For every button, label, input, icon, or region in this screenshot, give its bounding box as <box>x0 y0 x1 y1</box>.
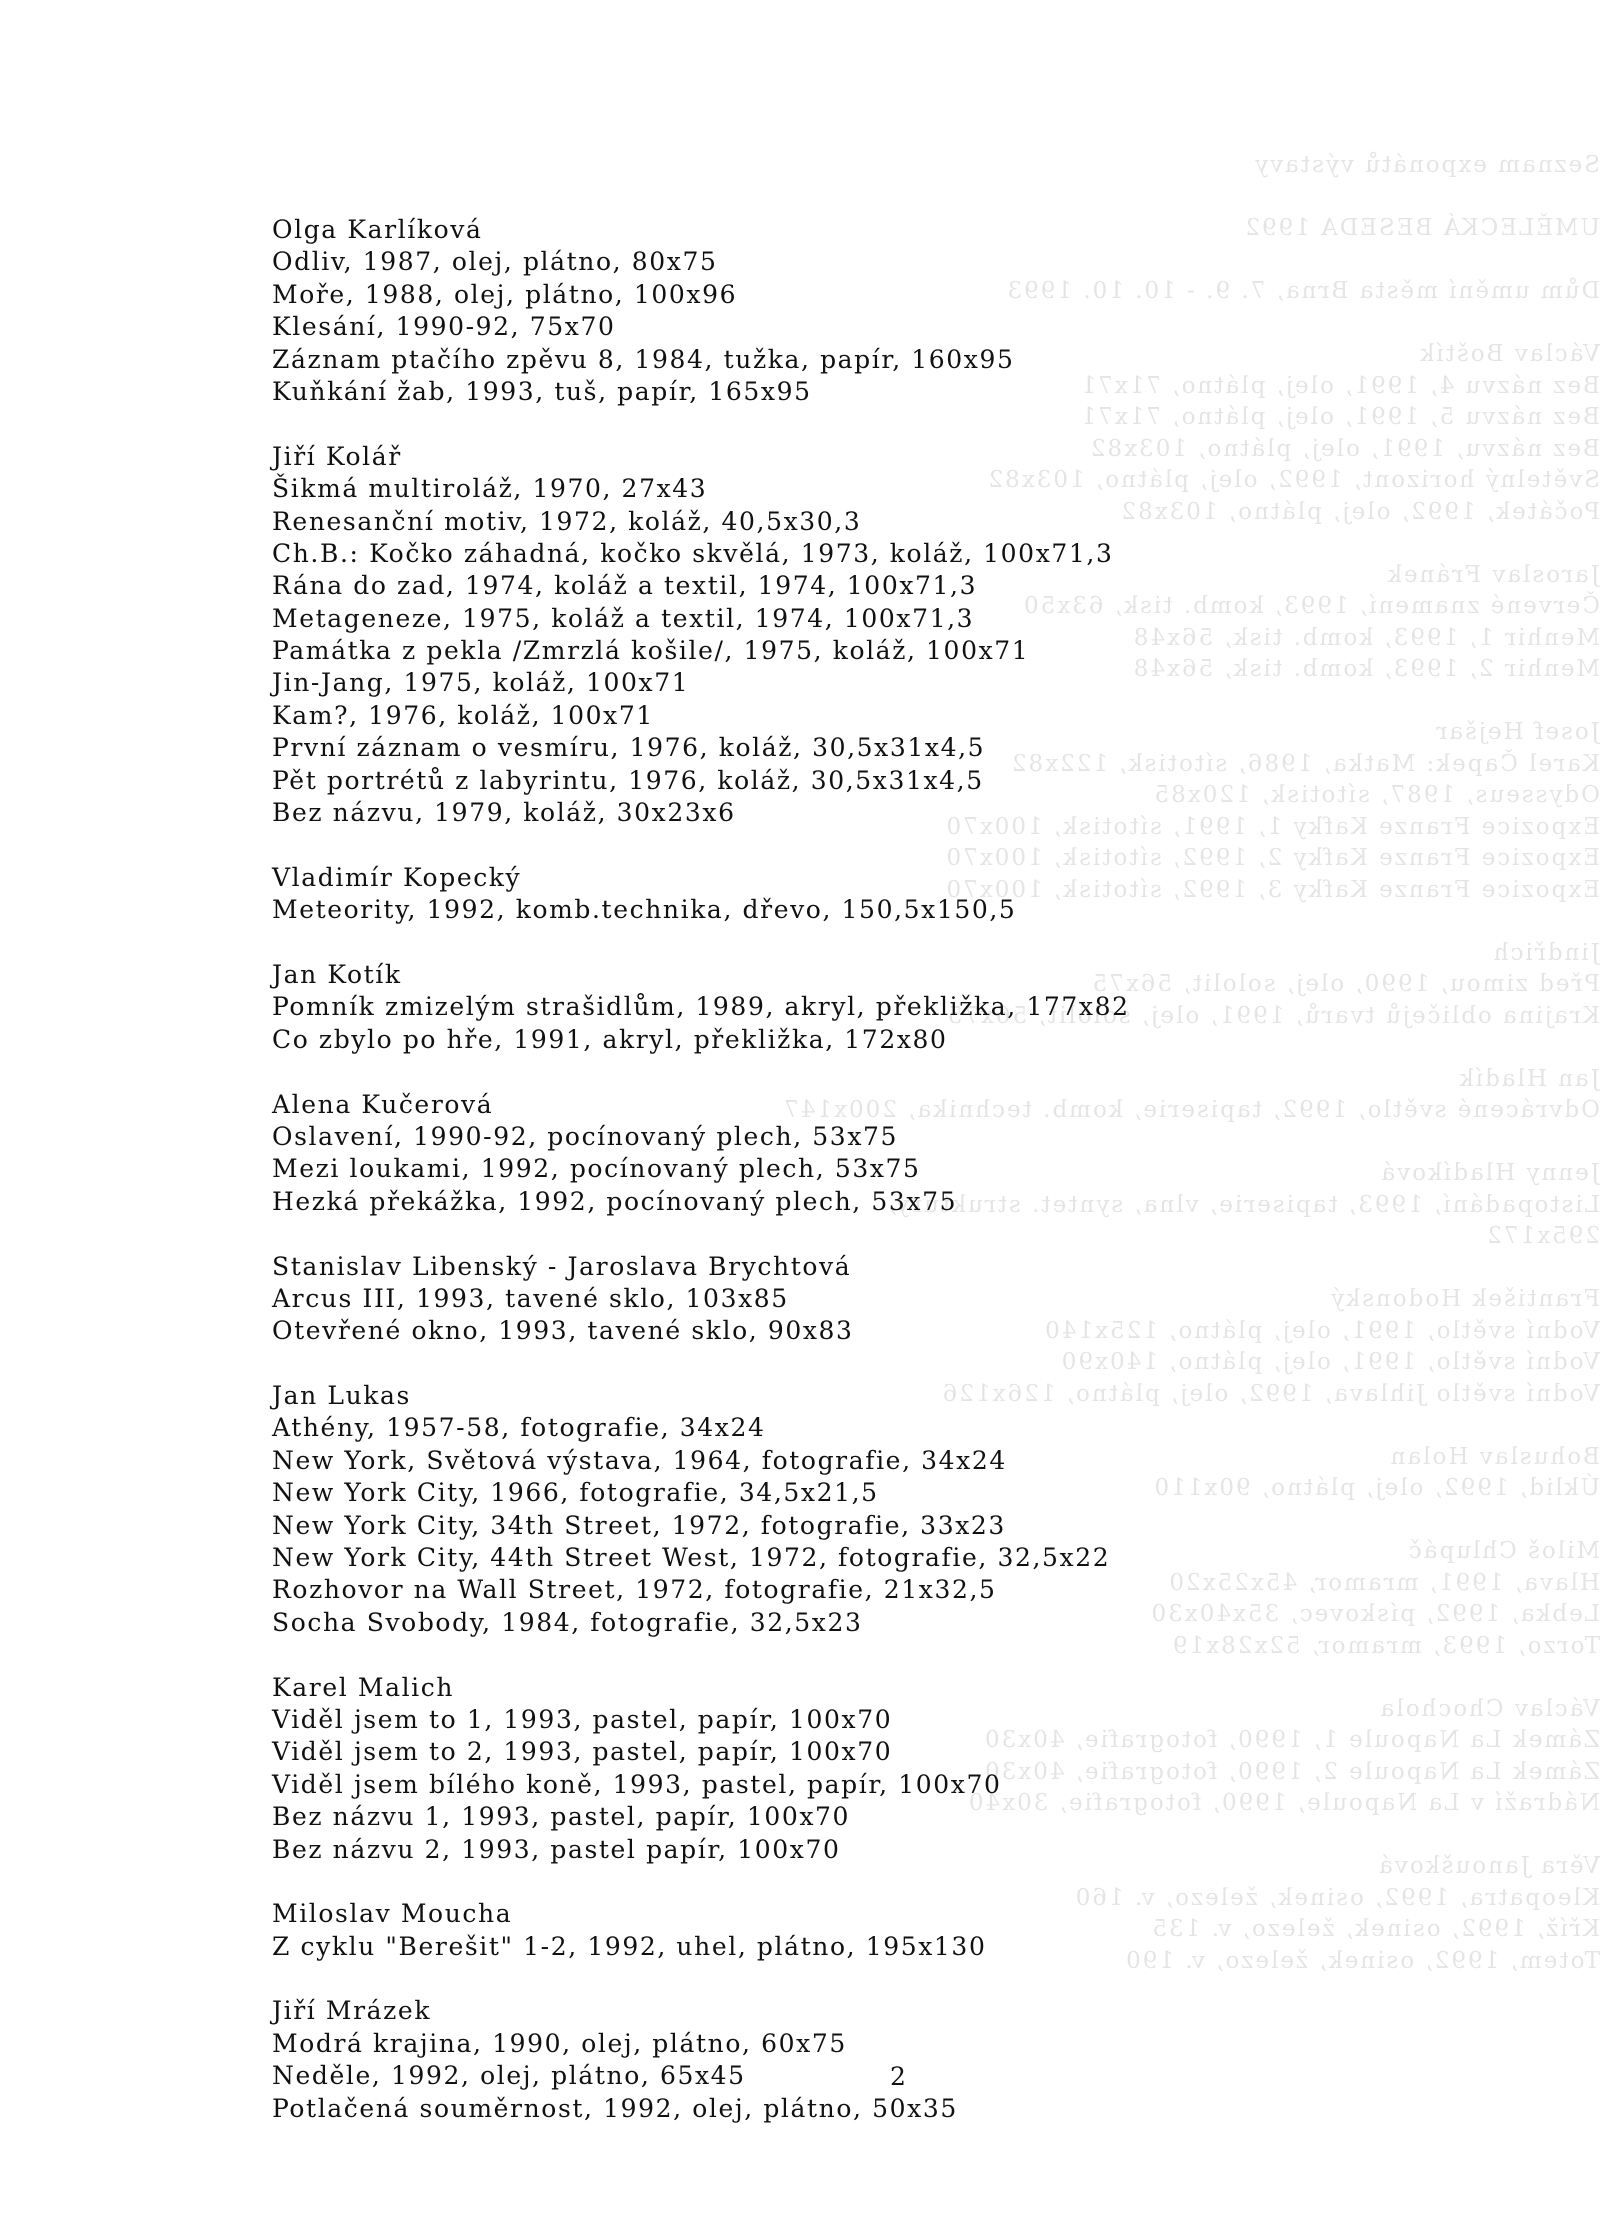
artist-name: Stanislav Libenský - Jaroslava Brychtová <box>272 1251 852 1281</box>
artwork-entry: Co zbylo po hře, 1991, akryl, překližka, 172x80 <box>272 1024 948 1054</box>
artist-name: Jiří Mrázek <box>272 1996 432 2026</box>
show-through-line: Karel Čapek: Matka, 1986, sítotisk, 122x82 <box>1009 750 1600 777</box>
artwork-entry: Modrá krajina, 1990, olej, plátno, 60x75 <box>272 2028 847 2058</box>
show-through-line: Expozice Franze Kafky 2, 1992, sítotisk, 100x70 <box>944 845 1600 871</box>
artist-name: Jiří Kolář <box>272 441 402 471</box>
artwork-entry: Mezi loukami, 1992, pocínovaný plech, 53x75 <box>272 1154 921 1184</box>
show-through-line: Listopadání, 1993, tapiserie, vlna, syntet. struktury, <box>887 1191 1600 1218</box>
show-through-line: Vodní světlo, 1991, olej, plátno, 125x140 <box>1043 1317 1600 1344</box>
artwork-entry: První záznam o vesmíru, 1976, koláž, 30,5x31x4,5 <box>272 733 986 763</box>
show-through-line: Bez názvu, 1991, olej, plátno, 103x82 <box>1088 435 1600 462</box>
artwork-entry: New York City, 34th Street, 1972, fotografie, 33x23 <box>272 1510 1006 1540</box>
show-through-line: Josef Hejšar <box>1434 719 1600 745</box>
show-through-line: Jenny Hladíková <box>1379 1160 1600 1186</box>
show-through-line: Kleopatra, 1992, osinek, železo, v. 160 <box>1073 1884 1600 1911</box>
show-through-line: Světelný horizont, 1992, olej, plátno, 103x82 <box>986 467 1600 493</box>
show-through-line: Úklid, 1992, olej, plátno, 90x110 <box>1152 1475 1600 1501</box>
artwork-entry: Bez názvu, 1979, koláž, 30x23x6 <box>272 798 736 828</box>
artist-section <box>272 862 1572 927</box>
artist-name: Jan Kotík <box>272 959 402 989</box>
show-through-line: Václav Boštík <box>1418 341 1600 367</box>
artwork-entry: Moře, 1988, olej, plátno, 100x96 <box>272 279 738 309</box>
show-through-line: Lebka, 1992, pískovec, 35x40x30 <box>1149 1601 1600 1627</box>
artwork-entry: Šikmá multiroláž, 1970, 27x43 <box>272 474 708 504</box>
show-through-line: Krajina obličejů tvarů, 1991, olej, sololit, 56x75 <box>945 1002 1600 1029</box>
artwork-entry: Athény, 1957-58, fotografie, 34x24 <box>272 1413 766 1443</box>
artwork-entry: Odliv, 1987, olej, plátno, 80x75 <box>272 247 718 277</box>
show-through-line: Jaroslav Fránek <box>1386 561 1600 588</box>
artwork-entry: Bez názvu 1, 1993, pastel, papír, 100x70 <box>272 1802 851 1832</box>
artwork-entry: Viděl jsem bílého koně, 1993, pastel, papír, 100x70 <box>272 1769 1002 1799</box>
artwork-entry: Pět portrétů z labyrintu, 1976, koláž, 30,5x31x4,5 <box>272 765 984 795</box>
artwork-entry: Otevřené okno, 1993, tavené sklo, 90x83 <box>272 1316 854 1346</box>
show-through-line: Expozice Franze Kafky 3, 1992, sítotisk, 100x70 <box>944 876 1600 903</box>
artist-section <box>272 1995 1572 2125</box>
block-spacer <box>272 1639 1572 1671</box>
show-through-line: Totem, 1992, osinek, železo, v. 190 <box>1124 1947 1600 1974</box>
block-spacer <box>272 829 1572 861</box>
show-through-line: Seznam exponátů výstavy <box>1253 152 1600 178</box>
artist-section <box>272 1089 1572 1219</box>
show-through-line: Odvrácené světlo, 1992, tapiserie, komb. technika, 200x147 <box>782 1097 1600 1123</box>
artist-section <box>272 1251 1572 1348</box>
artwork-entry: Jin-Jang, 1975, koláž, 100x71 <box>272 668 690 698</box>
artwork-entry: Potlačená souměrnost, 1992, olej, plátno, 50x35 <box>272 2093 958 2123</box>
block-spacer <box>272 927 1572 959</box>
show-through-line: Bez názvu 5, 1991, olej, plátno, 71x71 <box>1079 404 1600 430</box>
show-through-line: Jindřich <box>1491 939 1600 966</box>
artwork-entry: Renesanční motiv, 1972, koláž, 40,5x30,3 <box>272 506 862 536</box>
artwork-entry: Bez názvu 2, 1993, pastel papír, 100x70 <box>272 1834 841 1864</box>
artwork-entry: New York, Světová výstava, 1964, fotografie, 34x24 <box>272 1445 1007 1475</box>
show-through-line: Vodní světlo Jihlava, 1992, olej, plátno, 126x126 <box>940 1380 1600 1407</box>
artwork-entry: Záznam ptačího zpěvu 8, 1984, tužka, papír, 160x95 <box>272 344 1015 374</box>
artwork-entry: Rána do zad, 1974, koláž a textil, 1974, 100x71,3 <box>272 571 978 601</box>
artist-section <box>272 1898 1572 1963</box>
show-through-line: Václav Chochola <box>1378 1695 1600 1722</box>
artwork-entry: Pomník zmizelým strašidlům, 1989, akryl, překližka, 177x82 <box>272 992 1130 1022</box>
show-through-line: Dům umění města Brna, 7. 9. - 10. 10. 1993 <box>1005 278 1600 304</box>
artwork-entry: Kam?, 1976, koláž, 100x71 <box>272 700 654 730</box>
artwork-entry: Viděl jsem to 1, 1993, pastel, papír, 100x70 <box>272 1704 893 1734</box>
artist-section <box>272 214 1572 408</box>
show-through-line <box>1100 182 1600 214</box>
show-through-line: 295x172 <box>1485 1223 1600 1249</box>
show-through-line: Bez názvu 4, 1991, olej, plátno, 71x71 <box>1079 372 1600 399</box>
artwork-entry: Arcus III, 1993, tavené sklo, 103x85 <box>272 1283 789 1313</box>
exhibit-list <box>272 214 1572 2125</box>
show-through-line: Kříž, 1992, osinek, železo, v. 135 <box>1150 1916 1600 1942</box>
artwork-entry: Oslavení, 1990-92, pocínovaný plech, 53x75 <box>272 1121 899 1151</box>
artist-name: Jan Lukas <box>272 1381 411 1411</box>
show-through-line: Miloš Chlupáč <box>1406 1538 1600 1564</box>
block-spacer <box>272 1866 1572 1898</box>
show-through-line: Před zimou, 1990, olej, sololit, 56x75 <box>1090 971 1600 997</box>
show-through-line: UMĚLECKÁ BESEDA 1992 <box>1243 215 1600 241</box>
show-through-line: Zámek La Napoule 1, 1990, fotografie, 40x30 <box>982 1727 1600 1753</box>
artwork-entry: Metageneze, 1975, koláž a textil, 1974, 100x71,3 <box>272 603 975 633</box>
show-through-line: Expozice Franze Kafky 1, 1991, sítotisk, 100x70 <box>944 813 1600 840</box>
artwork-entry: Ch.B.: Kočko záhadná, kočko skvělá, 1973, koláž, 100x71,3 <box>272 538 1114 568</box>
artwork-entry: Socha Svobody, 1984, fotografie, 32,5x23 <box>272 1607 863 1637</box>
show-through-line: Hlava, 1991, mramor, 45x25x20 <box>1167 1569 1600 1596</box>
artist-name: Olga Karlíková <box>272 215 483 244</box>
block-spacer <box>272 1056 1572 1088</box>
show-through-line: Torzo, 1993, mramor, 52x28x19 <box>1170 1632 1600 1659</box>
artist-name: Miloslav Moucha <box>272 1899 513 1929</box>
show-through-line: Věra Janoušková <box>1377 1853 1600 1879</box>
page-number: 2 <box>890 2062 907 2091</box>
artist-section <box>272 959 1572 1056</box>
show-through-line: Bohuslav Holan <box>1388 1443 1600 1470</box>
artwork-entry: Rozhovor na Wall Street, 1972, fotografie, 21x32,5 <box>272 1575 997 1605</box>
artist-section <box>272 1672 1572 1866</box>
block-spacer <box>272 1963 1572 1995</box>
show-through-line: Zámek La Napoule 2, 1990, fotografie, 40x30 <box>982 1758 1600 1785</box>
show-through-line: Počátek, 1992, olej, plátno, 103x82 <box>1119 498 1600 525</box>
artwork-entry: Hezká překážka, 1992, pocínovaný plech, 53x75 <box>272 1186 958 1216</box>
show-through-line: Menhir 2, 1993, komb. tisk, 56x48 <box>1131 656 1600 682</box>
show-through-line: Nádraží v La Napoule, 1990, fotografie, 30x40 <box>966 1790 1600 1816</box>
artwork-entry: Viděl jsem to 2, 1993, pastel, papír, 100x70 <box>272 1737 893 1767</box>
block-spacer <box>272 408 1572 440</box>
artist-name: Alena Kučerová <box>272 1089 494 1119</box>
artwork-entry: New York City, 44th Street West, 1972, fotografie, 32,5x22 <box>272 1543 1111 1573</box>
show-through-line: Odysseus, 1987, sítotisk, 120x85 <box>1152 782 1600 808</box>
show-through-line: Červené znamení, 1993, komb. tisk, 63x50 <box>1022 593 1600 619</box>
artwork-entry: New York City, 1966, fotografie, 34,5x21,5 <box>272 1478 879 1508</box>
show-through-line: Vodní světlo, 1991, olej, plátno, 140x90 <box>1059 1349 1600 1375</box>
artist-name: Karel Malich <box>272 1672 455 1702</box>
artwork-entry: Z cyklu "Berešit" 1-2, 1992, uhel, plátno, 195x130 <box>272 1931 987 1961</box>
block-spacer <box>272 1348 1572 1380</box>
artwork-entry: Klesání, 1990-92, 75x70 <box>272 312 616 342</box>
show-through-line: Menhir 1, 1993, komb. tisk, 56x48 <box>1131 624 1600 651</box>
artwork-entry: Neděle, 1992, olej, plátno, 65x45 <box>272 2061 746 2091</box>
artwork-entry: Meteority, 1992, komb.technika, dřevo, 150,5x150,5 <box>272 895 1017 925</box>
show-through-line: Jan Hladík <box>1457 1065 1600 1092</box>
artist-name: Vladimír Kopecký <box>272 862 522 892</box>
block-spacer <box>272 1218 1572 1250</box>
artwork-entry: Památka z pekla /Zmrzlá košile/, 1975, koláž, 100x71 <box>272 636 1030 666</box>
artist-section <box>272 1380 1572 1639</box>
artist-section <box>272 441 1572 830</box>
show-through-line: František Hodonský <box>1329 1286 1600 1312</box>
artwork-entry: Kuňkání žab, 1993, tuš, papír, 165x95 <box>272 376 812 406</box>
